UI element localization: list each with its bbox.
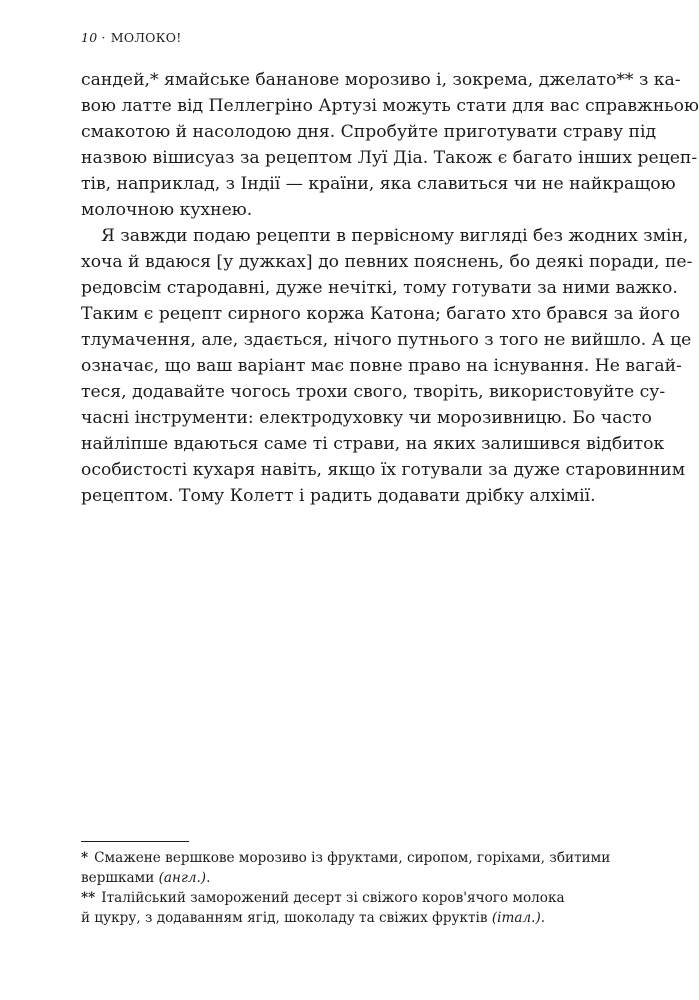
footnote-1-line-1 (81, 850, 611, 866)
paragraph-2-line-6: означає, що ваш варіант має повне право на існування. Не вагай- (81, 356, 682, 376)
footnote-1-text-cont: вершками (81, 870, 159, 886)
paragraph-2-line-4: Таким є рецепт сирного коржа Катона; багато хто брався за його (81, 304, 680, 324)
footnote-2-marker: ** (81, 890, 96, 906)
footnote-2-line-2 (81, 910, 545, 926)
footnote-1-text: Смажене вершкове морозиво із фруктами, сиропом, горіхами, збитими (94, 850, 611, 866)
paragraph-2-line-9: найліпше вдаються саме ті страви, на яких залишився відбиток (81, 434, 665, 454)
footnote-1-marker: * (81, 850, 89, 866)
footnote-2-line-1 (81, 890, 565, 906)
paragraph-1-line-1: сандей,* ямайське бананове морозиво і, зокрема, джелато** з ка- (81, 70, 681, 90)
footnote-1-lang: (англ.) (158, 870, 207, 886)
page-number: 10 (81, 30, 98, 45)
paragraph-1-line-2: вою латте від Пеллегріно Артузі можуть стати для вас справжньою (81, 96, 699, 116)
paragraph-2-line-7: теся, додавайте чогось трохи свого, творіть, використовуйте су- (81, 382, 666, 402)
footnote-1-line-2 (81, 870, 210, 886)
paragraph-2-line-8: часні інструменти: електродуховку чи морозивницю. Бо часто (81, 408, 652, 428)
footnote-1-end: . (206, 870, 211, 886)
paragraph-2-line-3: редовсім стародавні, дуже нечіткі, тому готувати за ними важко. (81, 278, 678, 298)
footnote-2-text-cont: й цукру, з додаванням ягід, шоколаду та свіжих фруктів (81, 910, 492, 926)
paragraph-2-line-10: особистості кухаря навіть, якщо їх готували за дуже старовинним (81, 460, 686, 480)
footnote-separator (81, 841, 189, 842)
paragraph-1-line-5: тів, наприклад, з Індії — країни, яка славиться чи не найкращою (81, 174, 676, 194)
header-separator: · (101, 30, 106, 45)
paragraph-2-line-1: Я завжди подаю рецепти в первісному вигляді без жодних змін, (101, 226, 689, 246)
running-header (81, 30, 182, 45)
footnote-2-lang: (італ.) (491, 910, 541, 926)
footnote-2-text: Італійський заморожений десерт зі свіжого коров'ячого молока (101, 890, 565, 906)
paragraph-1-line-6: молочною кухнею. (81, 200, 253, 220)
paragraph-2-line-11: рецептом. Тому Колетт і радить додавати дрібку алхімії. (81, 486, 596, 506)
footnote-2-end: . (540, 910, 546, 926)
running-title: МОЛОКО! (110, 30, 182, 45)
paragraph-1-line-4: назвою вішисуаз за рецептом Луї Діа. Також є багато інших рецеп- (81, 148, 698, 168)
paragraph-2-line-5: тлумачення, але, здається, нічого путнього з того не вийшло. А це (81, 330, 692, 350)
paragraph-2-line-2: хоча й вдаюся [у дужках] до певних пояснень, бо деякі поради, пе- (81, 252, 693, 272)
paragraph-1-line-3: смакотою й насолодою дня. Спробуйте приготувати страву під (81, 122, 657, 142)
